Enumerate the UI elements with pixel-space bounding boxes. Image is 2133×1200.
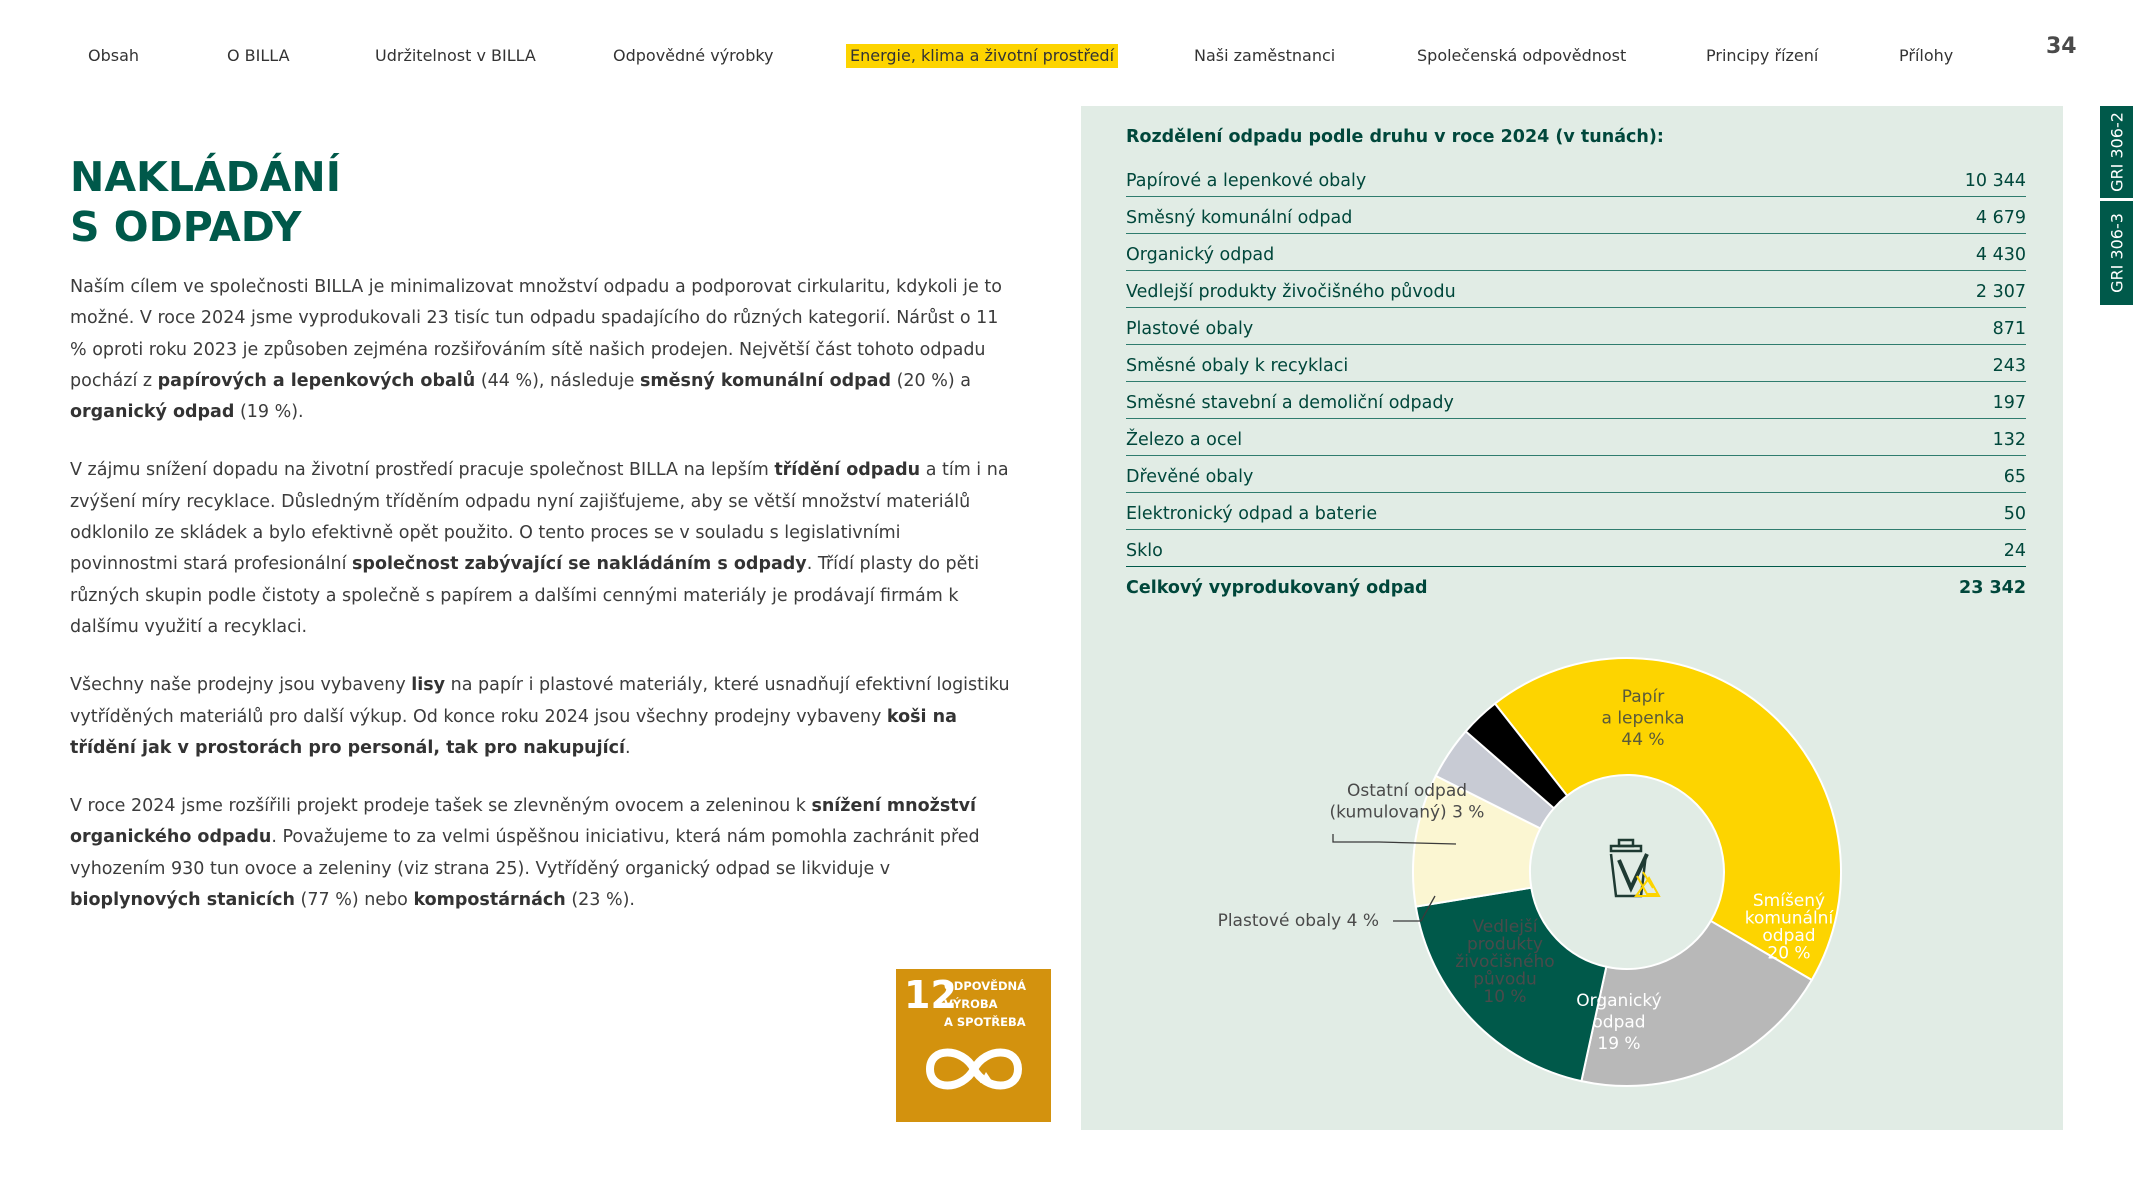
body-text-run: a tím i na zvýšení míry recyklace. Důsledným tříděním odpadu nyní zajišťujeme, aby se větší množství materiálů odklonilo ze skládek a bylo efektivně opět použito. O tento proces se v souladu s legislativními povinnostmi stará profesionální: [70, 460, 1009, 575]
nav-item-udrzitelnost[interactable]: Udržitelnost v BILLA: [375, 46, 536, 65]
nav-item-prilohy[interactable]: Přílohy: [1899, 46, 1954, 65]
waste-table-label: Plastové obaly: [1126, 319, 1254, 339]
body-paragraph: [70, 272, 1010, 428]
body-text-run: . Považujeme to za velmi úspěšnou iniciativu, která nám pomohla zachránit před vyhozením 930 tun ovoce a zeleniny (viz strana 25). Vytříděný organický odpad se likviduje v: [70, 827, 980, 879]
waste-table-label: Dřevěné obaly: [1126, 467, 1254, 487]
waste-table-value: 4 679: [1975, 208, 2026, 228]
body-emphasis: koši na třídění jak v prostorách pro personál, tak pro nakupující: [70, 706, 957, 758]
waste-table-value: 243: [1992, 356, 2026, 376]
gri-tag-label: GRI 306-2: [2107, 112, 2126, 192]
gri-tag-306-3: [2100, 201, 2133, 305]
body-emphasis: papírových a lepenkových obalů: [157, 370, 476, 391]
waste-table-value: 2 307: [1975, 282, 2026, 302]
body-text-run: (19 %).: [234, 402, 304, 423]
body-paragraph: [70, 791, 1010, 916]
donut-slice-label: Smíšený komunální odpad 20 %: [1744, 891, 1834, 964]
waste-table-label: Směsné stavební a demoliční odpady: [1126, 393, 1454, 413]
body-emphasis: organický odpad: [70, 402, 235, 423]
sdg-title-line: ODPOVĚDNÁ: [944, 979, 1027, 993]
waste-table-value: 10 344: [1964, 171, 2026, 191]
waste-bin-recycle-icon: [1611, 840, 1659, 896]
waste-table-value: 50: [2003, 504, 2026, 524]
waste-table-label: Celkový vyprodukovaný odpad: [1126, 577, 1428, 598]
body-emphasis: směsný komunální odpad: [640, 370, 892, 391]
body-emphasis: lisy: [411, 675, 446, 696]
donut-slice-label: Ostatní odpad (kumulovaný) 3 %: [1329, 781, 1485, 823]
donut-slice-label: Plastové obaly 4 %: [1217, 911, 1379, 931]
sdg-title-line: VÝROBA: [944, 997, 998, 1011]
waste-panel: [1081, 106, 2063, 1130]
infinity-loop-icon: [922, 1039, 1026, 1099]
top-navigation: [84, 44, 1983, 68]
donut-slice-label: Organický odpad 19 %: [1576, 991, 1662, 1054]
page-number: 34: [2046, 34, 2077, 59]
waste-table-value: 23 342: [1959, 577, 2026, 598]
body-emphasis: třídění odpadu: [774, 460, 921, 481]
nav-item-obsah[interactable]: Obsah: [88, 46, 140, 65]
waste-table-title: Rozdělení odpadu podle druhu v roce 2024 (v tunách):: [1126, 127, 1664, 147]
waste-table-label: Železo a ocel: [1126, 430, 1243, 450]
body-text-run: (77 %) nebo: [294, 890, 414, 911]
gri-tag-label: GRI 306-3: [2107, 213, 2126, 293]
page-title: [70, 152, 341, 252]
nav-item-nasi-zamestnanci[interactable]: Naši zaměstnanci: [1194, 46, 1336, 65]
waste-donut-chart: [1081, 106, 2063, 1130]
waste-table-value: 4 430: [1975, 245, 2026, 265]
body-paragraph: [70, 455, 1010, 643]
waste-table-value: 197: [1992, 393, 2026, 413]
donut-slice-label: Vedlejší produkty živočišného původu 10 %: [1455, 917, 1555, 1007]
waste-table-value: 871: [1992, 319, 2026, 339]
body-text-run: Naším cílem ve společnosti BILLA je minimalizovat množství odpadu a podporovat cirkularitu, kdykoli je to možné. V roce 2024 jsme vyprodukovali 23 tisíc tun odpadu spadajícího do různých kategorií. Nárůst o 11 % oproti roku 2023 je způsoben zejména rozšiřováním sítě našich prodejen. Největší část tohoto odpadu pochází z: [70, 277, 1002, 391]
body-paragraph: [70, 670, 1010, 764]
waste-table-value: 132: [1992, 430, 2026, 450]
body-text-run: V roce 2024 jsme rozšířili projekt prodeje tašek se zlevněným ovocem a zeleninou k: [70, 796, 812, 817]
waste-table-label: Vedlejší produkty živočišného původu: [1126, 282, 1456, 302]
body-text-run: (44 %), následuje: [475, 370, 641, 391]
body-text-run: . Třídí plasty do pěti různých skupin podle čistoty a společně s papírem a dalšími cennými materiály je prodávají firmám k dalšímu využití a recyklaci.: [70, 554, 980, 637]
sdg-12-badge: [896, 969, 1051, 1122]
body-text-run: V zájmu snížení dopadu na životní prostředí pracuje společnost BILLA na lepším: [70, 460, 775, 481]
body-text-run: (23 %).: [565, 890, 635, 911]
waste-table-label: Organický odpad: [1126, 245, 1275, 265]
waste-table-value: 65: [2003, 467, 2026, 487]
nav-item-energie-klima[interactable]: Energie, klima a životní prostředí: [846, 44, 1118, 68]
body-text-run: (20 %) a: [891, 370, 971, 391]
sdg-number: 12: [904, 973, 957, 1017]
nav-item-spolecenska-odpovednost[interactable]: Společenská odpovědnost: [1417, 46, 1627, 65]
body-emphasis: společnost zabývající se nakládáním s odpady: [352, 554, 807, 575]
sdg-title-line: A SPOTŘEBA: [944, 1015, 1026, 1029]
sdg-title: [944, 977, 1044, 1031]
body-emphasis: snížení množství organického odpadu: [70, 796, 977, 848]
body-text-run: .: [624, 737, 631, 758]
page-title-line-1: NAKLÁDÁNÍ: [70, 153, 342, 201]
body-text: [70, 272, 1010, 943]
gri-tag-306-2: [2100, 106, 2133, 198]
waste-table-label: Sklo: [1126, 541, 1163, 561]
waste-table-label: Směsný komunální odpad: [1126, 208, 1353, 228]
waste-table-value: 24: [2003, 541, 2026, 561]
body-emphasis: bioplynových stanicích: [70, 890, 295, 911]
body-emphasis: kompostárnách: [413, 890, 566, 911]
donut-slice-label: Papír a lepenka 44 %: [1601, 687, 1685, 750]
waste-table-label: Elektronický odpad a baterie: [1126, 504, 1378, 524]
nav-item-odpovedne-vyrobky[interactable]: Odpovědné výrobky: [613, 46, 774, 65]
nav-item-principy-rizeni[interactable]: Principy řízení: [1706, 46, 1819, 65]
body-text-run: Všechny naše prodejny jsou vybaveny: [70, 675, 412, 696]
body-text-run: na papír i plastové materiály, které usnadňují efektivní logistiku vytříděných materiálů pro další výkup. Od konce roku 2024 jsou všechny prodejny vybaveny: [70, 675, 1010, 727]
nav-item-o-billa[interactable]: O BILLA: [227, 46, 290, 65]
waste-table-label: Papírové a lepenkové obaly: [1126, 171, 1367, 191]
waste-table-label: Směsné obaly k recyklaci: [1126, 356, 1349, 376]
page-title-line-2: S ODPADY: [70, 203, 302, 251]
